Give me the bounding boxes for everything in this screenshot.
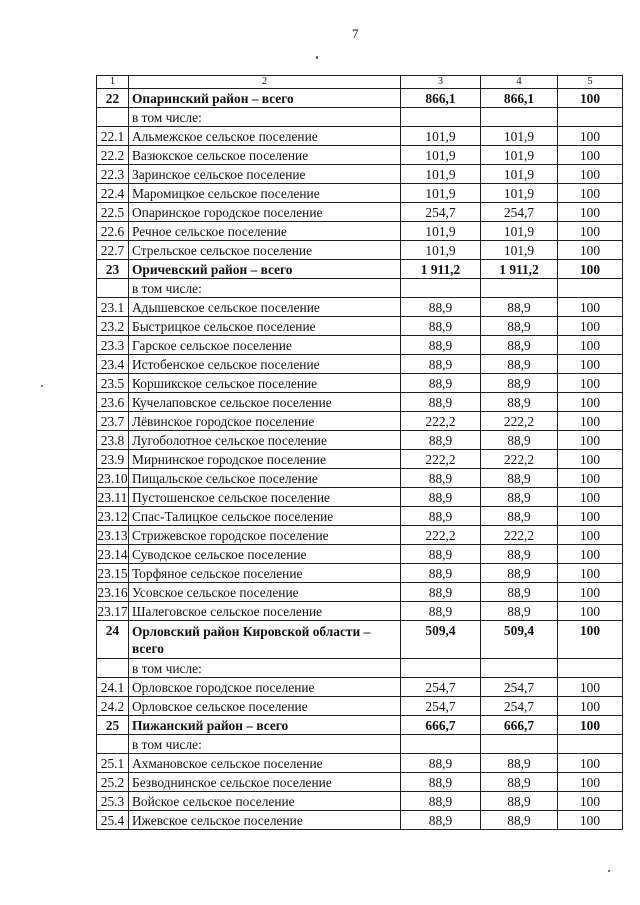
row-number-cell: 22.2 [97, 146, 129, 165]
table-row [97, 697, 623, 716]
municipality-name-cell: в том числе: [129, 659, 401, 678]
row-number-cell: 23.11 [97, 489, 128, 505]
row-number-cell: 23.14 [97, 546, 128, 562]
table-row [97, 773, 623, 792]
amount-col3-cell: 88,9 [401, 583, 481, 602]
percent-cell: 100 [558, 450, 623, 469]
row-number-cell: 22.6 [97, 222, 129, 241]
municipality-name-cell: Быстрицкое сельское поселение [129, 317, 401, 336]
municipality-name-cell: Альмежское сельское поселение [129, 127, 401, 146]
municipality-name-cell: Речное сельское поселение [129, 222, 401, 241]
municipality-name-cell: Стрельское сельское поселение [129, 241, 401, 260]
table-total-row [97, 716, 623, 735]
amount-col4-cell: 101,9 [481, 241, 558, 260]
municipality-name-cell: Заринское сельское поселение [129, 165, 401, 184]
municipality-name-cell: Пищальское сельское поселение [129, 469, 401, 488]
row-number-cell: 25.1 [97, 754, 129, 773]
amount-col3-cell: 222,2 [401, 412, 481, 431]
scan-speck [316, 56, 318, 59]
amount-col3-cell: 222,2 [401, 526, 481, 545]
amount-col3-cell: 88,9 [401, 602, 481, 621]
amount-col4-cell: 88,9 [481, 792, 558, 811]
municipality-name-cell: Безводнинское сельское поселение [129, 773, 401, 792]
row-number-cell: 23.2 [97, 317, 129, 336]
table-row [97, 450, 623, 469]
row-number-cell: 23.13 [97, 527, 128, 543]
row-number-cell: 23.12 [97, 508, 128, 524]
table-row [97, 203, 623, 222]
percent-cell: 100 [558, 621, 623, 659]
row-number-cell: 25 [97, 716, 129, 735]
row-number-cell: 23.16 [97, 584, 128, 600]
amount-col3-cell: 254,7 [401, 678, 481, 697]
municipality-name-cell: в том числе: [129, 279, 401, 298]
row-number-cell [97, 735, 129, 754]
table-header-row [97, 76, 623, 89]
budget-distribution-table [96, 75, 623, 830]
amount-col4-cell [481, 279, 558, 298]
amount-col4-cell: 101,9 [481, 127, 558, 146]
amount-col3-cell: 88,9 [401, 507, 481, 526]
row-number-cell: 23.4 [97, 355, 129, 374]
percent-cell: 100 [558, 545, 623, 564]
table-row [97, 792, 623, 811]
municipality-name-cell: Мирнинское городское поселение [129, 450, 401, 469]
percent-cell: 100 [558, 469, 623, 488]
amount-col3-cell: 509,4 [401, 621, 481, 659]
row-number-cell: 22.4 [97, 184, 129, 203]
amount-col3-cell: 88,9 [401, 792, 481, 811]
row-number-cell: 23.6 [97, 393, 129, 412]
percent-cell: 100 [558, 507, 623, 526]
amount-col3-cell: 254,7 [401, 697, 481, 716]
table-row [97, 469, 623, 488]
municipality-name-cell: Ижевское сельское поселение [129, 811, 401, 830]
municipality-name-cell: Пижанский район – всего [129, 716, 401, 735]
table-row [97, 165, 623, 184]
amount-col4-cell: 101,9 [481, 222, 558, 241]
percent-cell [558, 279, 623, 298]
percent-cell: 100 [558, 317, 623, 336]
percent-cell: 100 [558, 526, 623, 545]
header-cell-4: 4 [481, 76, 558, 89]
percent-cell: 100 [558, 716, 623, 735]
row-number-cell: 25.2 [97, 773, 129, 792]
amount-col4-cell: 509,4 [481, 621, 558, 659]
municipality-name-cell: Пустошенское сельское поселение [129, 488, 401, 507]
header-cell-1: 1 [97, 76, 129, 89]
row-number-cell [97, 659, 129, 678]
row-number-cell: 23.10 [97, 470, 128, 486]
amount-col3-cell [401, 659, 481, 678]
table-row [97, 108, 623, 127]
percent-cell [558, 659, 623, 678]
percent-cell: 100 [558, 127, 623, 146]
table-row [97, 184, 623, 203]
row-number-cell: 23.7 [97, 412, 129, 431]
percent-cell: 100 [558, 89, 623, 108]
header-cell-2: 2 [129, 76, 401, 89]
percent-cell: 100 [558, 393, 623, 412]
percent-cell: 100 [558, 222, 623, 241]
amount-col4-cell: 866,1 [481, 89, 558, 108]
amount-col4-cell: 88,9 [481, 317, 558, 336]
table-row [97, 811, 623, 830]
percent-cell: 100 [558, 298, 623, 317]
table-row [97, 279, 623, 298]
amount-col3-cell: 101,9 [401, 127, 481, 146]
amount-col3-cell: 88,9 [401, 773, 481, 792]
percent-cell: 100 [558, 165, 623, 184]
table-row [97, 336, 623, 355]
header-cell-5: 5 [558, 76, 623, 89]
amount-col3-cell: 101,9 [401, 222, 481, 241]
amount-col3-cell: 88,9 [401, 488, 481, 507]
amount-col4-cell: 222,2 [481, 412, 558, 431]
percent-cell: 100 [558, 260, 623, 279]
amount-col3-cell: 88,9 [401, 355, 481, 374]
amount-col4-cell: 222,2 [481, 526, 558, 545]
amount-col4-cell: 88,9 [481, 393, 558, 412]
percent-cell: 100 [558, 431, 623, 450]
municipality-name-cell: Коршикское сельское поселение [129, 374, 401, 393]
percent-cell: 100 [558, 811, 623, 830]
table-row [97, 146, 623, 165]
percent-cell: 100 [558, 184, 623, 203]
amount-col4-cell: 88,9 [481, 811, 558, 830]
municipality-name-cell: Усовское сельское поселение [129, 583, 401, 602]
percent-cell [558, 108, 623, 127]
amount-col4-cell: 88,9 [481, 583, 558, 602]
row-number-cell: 22 [97, 89, 129, 108]
municipality-name-cell: в том числе: [129, 735, 401, 754]
scan-speck [608, 870, 610, 872]
table-body [97, 76, 623, 830]
percent-cell: 100 [558, 583, 623, 602]
municipality-name-cell: Орловское сельское поселение [129, 697, 401, 716]
row-number-cell [97, 108, 129, 127]
municipality-name-cell: Оричевский район – всего [129, 260, 401, 279]
municipality-name-cell: Гарское сельское поселение [129, 336, 401, 355]
table-row [97, 127, 623, 146]
amount-col3-cell: 101,9 [401, 165, 481, 184]
percent-cell: 100 [558, 697, 623, 716]
page-number: 7 [352, 26, 359, 41]
municipality-name-cell: Лугоболотное сельское поселение [129, 431, 401, 450]
amount-col4-cell: 88,9 [481, 754, 558, 773]
amount-col3-cell: 254,7 [401, 203, 481, 222]
percent-cell: 100 [558, 564, 623, 583]
table-total-row [97, 621, 623, 659]
amount-col3-cell: 101,9 [401, 146, 481, 165]
row-number-cell: 22.7 [97, 241, 129, 260]
amount-col4-cell: 88,9 [481, 488, 558, 507]
amount-col4-cell: 88,9 [481, 431, 558, 450]
percent-cell: 100 [558, 374, 623, 393]
amount-col4-cell: 88,9 [481, 374, 558, 393]
amount-col4-cell: 254,7 [481, 697, 558, 716]
amount-col3-cell: 88,9 [401, 545, 481, 564]
row-number-cell: 23.1 [97, 298, 129, 317]
percent-cell: 100 [558, 488, 623, 507]
amount-col4-cell [481, 108, 558, 127]
municipality-name-cell: Опаринский район – всего [129, 89, 401, 108]
amount-col3-cell: 88,9 [401, 431, 481, 450]
amount-col3-cell: 88,9 [401, 317, 481, 336]
row-number-cell: 23.15 [97, 565, 128, 581]
row-number-cell: 25.3 [97, 792, 129, 811]
row-number-cell: 24 [97, 621, 129, 659]
table-row [97, 602, 623, 621]
amount-col3-cell [401, 108, 481, 127]
row-number-cell: 24.2 [97, 697, 129, 716]
municipality-name-cell: Орловский район Кировской области – всего [129, 621, 401, 659]
percent-cell [558, 735, 623, 754]
row-number-cell: 23.3 [97, 336, 129, 355]
municipality-name-cell: Ахмановское сельское поселение [129, 754, 401, 773]
amount-col3-cell: 88,9 [401, 336, 481, 355]
amount-col4-cell: 88,9 [481, 545, 558, 564]
row-number-cell: 25.4 [97, 811, 129, 830]
table-row [97, 431, 623, 450]
amount-col3-cell: 88,9 [401, 811, 481, 830]
percent-cell: 100 [558, 412, 623, 431]
percent-cell: 100 [558, 602, 623, 621]
percent-cell: 100 [558, 203, 623, 222]
row-number-cell: 23.8 [97, 431, 129, 450]
amount-col3-cell: 1 911,2 [401, 260, 481, 279]
amount-col3-cell [401, 735, 481, 754]
amount-col3-cell: 88,9 [401, 564, 481, 583]
row-number-cell: 23.5 [97, 374, 129, 393]
table-row [97, 659, 623, 678]
municipality-name-cell: Кучелаповское сельское поселение [129, 393, 401, 412]
table-row [97, 545, 623, 564]
percent-cell: 100 [558, 336, 623, 355]
table-row [97, 241, 623, 260]
row-number-cell [97, 279, 129, 298]
table-row [97, 355, 623, 374]
table-row [97, 735, 623, 754]
table-total-row [97, 89, 623, 108]
table-row [97, 412, 623, 431]
table-row [97, 507, 623, 526]
row-number-cell: 23.17 [97, 603, 128, 619]
amount-col4-cell: 88,9 [481, 298, 558, 317]
percent-cell: 100 [558, 241, 623, 260]
percent-cell: 100 [558, 146, 623, 165]
amount-col4-cell: 88,9 [481, 602, 558, 621]
table-row [97, 754, 623, 773]
municipality-name-cell: Шалеговское сельское поселение [129, 602, 401, 621]
table-total-row [97, 260, 623, 279]
table-row [97, 222, 623, 241]
table-row [97, 488, 623, 507]
table-row [97, 393, 623, 412]
amount-col4-cell: 101,9 [481, 184, 558, 203]
amount-col4-cell: 254,7 [481, 203, 558, 222]
municipality-name-cell: Истобенское сельское поселение [129, 355, 401, 374]
amount-col3-cell: 88,9 [401, 754, 481, 773]
header-cell-3: 3 [401, 76, 481, 89]
amount-col4-cell: 101,9 [481, 165, 558, 184]
amount-col3-cell: 101,9 [401, 241, 481, 260]
amount-col3-cell: 88,9 [401, 393, 481, 412]
amount-col4-cell: 222,2 [481, 450, 558, 469]
municipality-name-cell: Стрижевское городское поселение [129, 526, 401, 545]
municipality-name-cell: Вазюкское сельское поселение [129, 146, 401, 165]
row-number-cell: 22.3 [97, 165, 129, 184]
table-row [97, 298, 623, 317]
table-row [97, 564, 623, 583]
percent-cell: 100 [558, 754, 623, 773]
amount-col4-cell: 88,9 [481, 564, 558, 583]
amount-col3-cell: 88,9 [401, 469, 481, 488]
amount-col3-cell: 222,2 [401, 450, 481, 469]
amount-col4-cell: 666,7 [481, 716, 558, 735]
table-row [97, 526, 623, 545]
row-number-cell: 23 [97, 260, 129, 279]
amount-col3-cell [401, 279, 481, 298]
amount-col4-cell: 88,9 [481, 773, 558, 792]
municipality-name-cell: Опаринское городское поселение [129, 203, 401, 222]
amount-col4-cell: 88,9 [481, 469, 558, 488]
municipality-name-cell: Спас-Талицкое сельское поселение [129, 507, 401, 526]
amount-col3-cell: 88,9 [401, 298, 481, 317]
municipality-name-cell: Торфяное сельское поселение [129, 564, 401, 583]
percent-cell: 100 [558, 355, 623, 374]
row-number-cell: 22.1 [97, 127, 129, 146]
municipality-name-cell: в том числе: [129, 108, 401, 127]
amount-col3-cell: 101,9 [401, 184, 481, 203]
amount-col3-cell: 88,9 [401, 374, 481, 393]
row-number-cell: 22.5 [97, 203, 129, 222]
amount-col3-cell: 666,7 [401, 716, 481, 735]
municipality-name-cell: Войское сельское поселение [129, 792, 401, 811]
table-row [97, 583, 623, 602]
amount-col4-cell: 1 911,2 [481, 260, 558, 279]
row-number-cell: 24.1 [97, 678, 129, 697]
municipality-name-cell: Орловское городское поселение [129, 678, 401, 697]
municipality-name-cell: Адышевское сельское поселение [129, 298, 401, 317]
amount-col4-cell: 101,9 [481, 146, 558, 165]
row-number-cell: 23.9 [97, 450, 129, 469]
table-row [97, 374, 623, 393]
percent-cell: 100 [558, 792, 623, 811]
municipality-name-cell: Суводское сельское поселение [129, 545, 401, 564]
amount-col4-cell [481, 659, 558, 678]
amount-col4-cell [481, 735, 558, 754]
scan-speck [41, 385, 43, 387]
percent-cell: 100 [558, 773, 623, 792]
amount-col4-cell: 88,9 [481, 336, 558, 355]
municipality-name-cell: Маромицкое сельское поселение [129, 184, 401, 203]
table-row [97, 678, 623, 697]
percent-cell: 100 [558, 678, 623, 697]
table-row [97, 317, 623, 336]
amount-col4-cell: 254,7 [481, 678, 558, 697]
amount-col4-cell: 88,9 [481, 507, 558, 526]
amount-col4-cell: 88,9 [481, 355, 558, 374]
municipality-name-cell: Лёвинское городское поселение [129, 412, 401, 431]
amount-col3-cell: 866,1 [401, 89, 481, 108]
